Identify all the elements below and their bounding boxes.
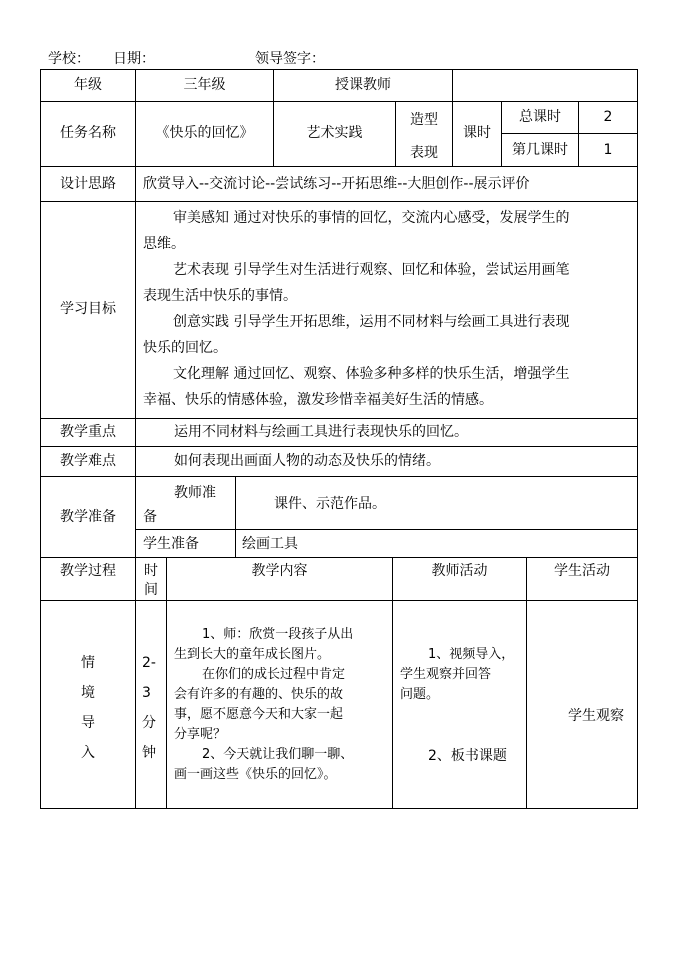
time-line: 3 bbox=[142, 685, 151, 701]
student-activity-text: 学生观察 bbox=[568, 708, 624, 724]
date-label: 日期： bbox=[113, 51, 155, 67]
teacher-activity-line: 2、板书课题 bbox=[428, 748, 507, 764]
period-label: 课时 bbox=[463, 125, 491, 141]
time-header-1: 时 bbox=[144, 563, 158, 579]
domain-value: 艺术实践 bbox=[306, 125, 363, 141]
total-periods-value: 2 bbox=[603, 109, 613, 125]
stage-char: 境 bbox=[81, 685, 95, 701]
stage-time bbox=[142, 648, 156, 768]
teacher-label: 授课教师 bbox=[335, 77, 391, 93]
content-header: 教学内容 bbox=[251, 563, 308, 579]
task-label: 任务名称 bbox=[60, 125, 116, 141]
time-line: 2- bbox=[142, 655, 156, 671]
school-label: 学校： bbox=[48, 51, 90, 67]
category-line-2: 表现 bbox=[410, 145, 438, 161]
goal-line: 文化理解 通过回忆、观察、体验多种多样的快乐生活，增强学生 bbox=[173, 366, 570, 382]
goal-line: 创意实践 引导学生开拓思维，运用不同材料与绘画工具进行表现 bbox=[173, 314, 570, 330]
goals-label: 学习目标 bbox=[60, 301, 116, 317]
content-line: 画一画这些《快乐的回忆》。 bbox=[174, 767, 337, 782]
task-value: 《快乐的回忆》 bbox=[155, 125, 254, 141]
student-activity-header: 学生活动 bbox=[554, 563, 610, 579]
time-line: 钟 bbox=[142, 745, 156, 761]
stage-char: 情 bbox=[81, 655, 95, 671]
key-point-label: 教学重点 bbox=[60, 424, 116, 440]
grade-label: 年级 bbox=[74, 77, 102, 93]
key-point-text: 运用不同材料与绘画工具进行表现快乐的回忆。 bbox=[174, 424, 468, 440]
stage-char: 入 bbox=[81, 745, 95, 761]
goal-line: 快乐的回忆。 bbox=[143, 340, 227, 356]
goal-line: 艺术表现 引导学生对生活进行观察、回忆和体验，尝试运用画笔 bbox=[173, 262, 570, 278]
prep-label: 教学准备 bbox=[60, 509, 116, 525]
teacher-activity-line: 1、视频导入， bbox=[428, 647, 515, 662]
teacher-prep-label-2: 备 bbox=[143, 509, 157, 525]
goal-line: 审美感知 通过对快乐的事情的回忆，交流内心感受，发展学生的 bbox=[173, 210, 570, 226]
teacher-activity-text bbox=[400, 645, 524, 705]
content-line: 生到长大的童年成长图片。 bbox=[174, 647, 331, 662]
difficulty-text: 如何表现出画面人物的动态及快乐的情绪。 bbox=[174, 453, 440, 469]
signature-label: 领导签字： bbox=[255, 51, 325, 67]
goal-line: 思维。 bbox=[143, 236, 185, 252]
grade-value: 三年级 bbox=[183, 77, 226, 93]
teacher-prep-label-1: 教师准 bbox=[174, 485, 216, 501]
goal-line: 幸福、快乐的情感体验，激发珍惜幸福美好生活的情感。 bbox=[143, 392, 493, 408]
stage-char: 导 bbox=[81, 715, 95, 731]
teacher-activity-line: 学生观察并回答 bbox=[400, 667, 492, 682]
design-label: 设计思路 bbox=[60, 176, 116, 192]
goals-text bbox=[143, 205, 635, 413]
student-prep-label: 学生准备 bbox=[143, 536, 199, 552]
content-line: 在你们的成长过程中肯定 bbox=[202, 667, 346, 682]
content-line: 1、师：欣赏一段孩子从出 bbox=[202, 627, 354, 642]
student-prep-value: 绘画工具 bbox=[242, 536, 298, 552]
teacher-activity-line: 问题。 bbox=[400, 687, 440, 702]
teacher-prep-value: 课件、示范作品。 bbox=[274, 496, 386, 512]
process-header: 教学过程 bbox=[60, 563, 116, 579]
content-line: 会有许多的有趣的、快乐的故 bbox=[174, 687, 344, 702]
category-line-1: 造型 bbox=[410, 112, 438, 128]
content-line: 事，愿不愿意今天和大家一起 bbox=[174, 707, 344, 722]
content-line: 分享呢？ bbox=[174, 727, 227, 742]
design-text: 欣赏导入--交流讨论--尝试练习--开拓思维--大胆创作--展示评价 bbox=[143, 176, 530, 192]
goal-line: 表现生活中快乐的事情。 bbox=[143, 288, 297, 304]
nth-period-value: 1 bbox=[603, 142, 613, 158]
time-header-2: 间 bbox=[144, 582, 158, 598]
time-line: 分 bbox=[142, 715, 156, 731]
stage-name bbox=[41, 648, 135, 768]
content-text bbox=[174, 625, 390, 785]
content-line: 2、今天就让我们聊一聊、 bbox=[202, 747, 354, 762]
teacher-activity-header: 教师活动 bbox=[431, 563, 488, 579]
nth-period-label: 第几课时 bbox=[512, 142, 568, 158]
total-periods-label: 总课时 bbox=[519, 109, 561, 125]
difficulty-label: 教学难点 bbox=[60, 453, 116, 469]
